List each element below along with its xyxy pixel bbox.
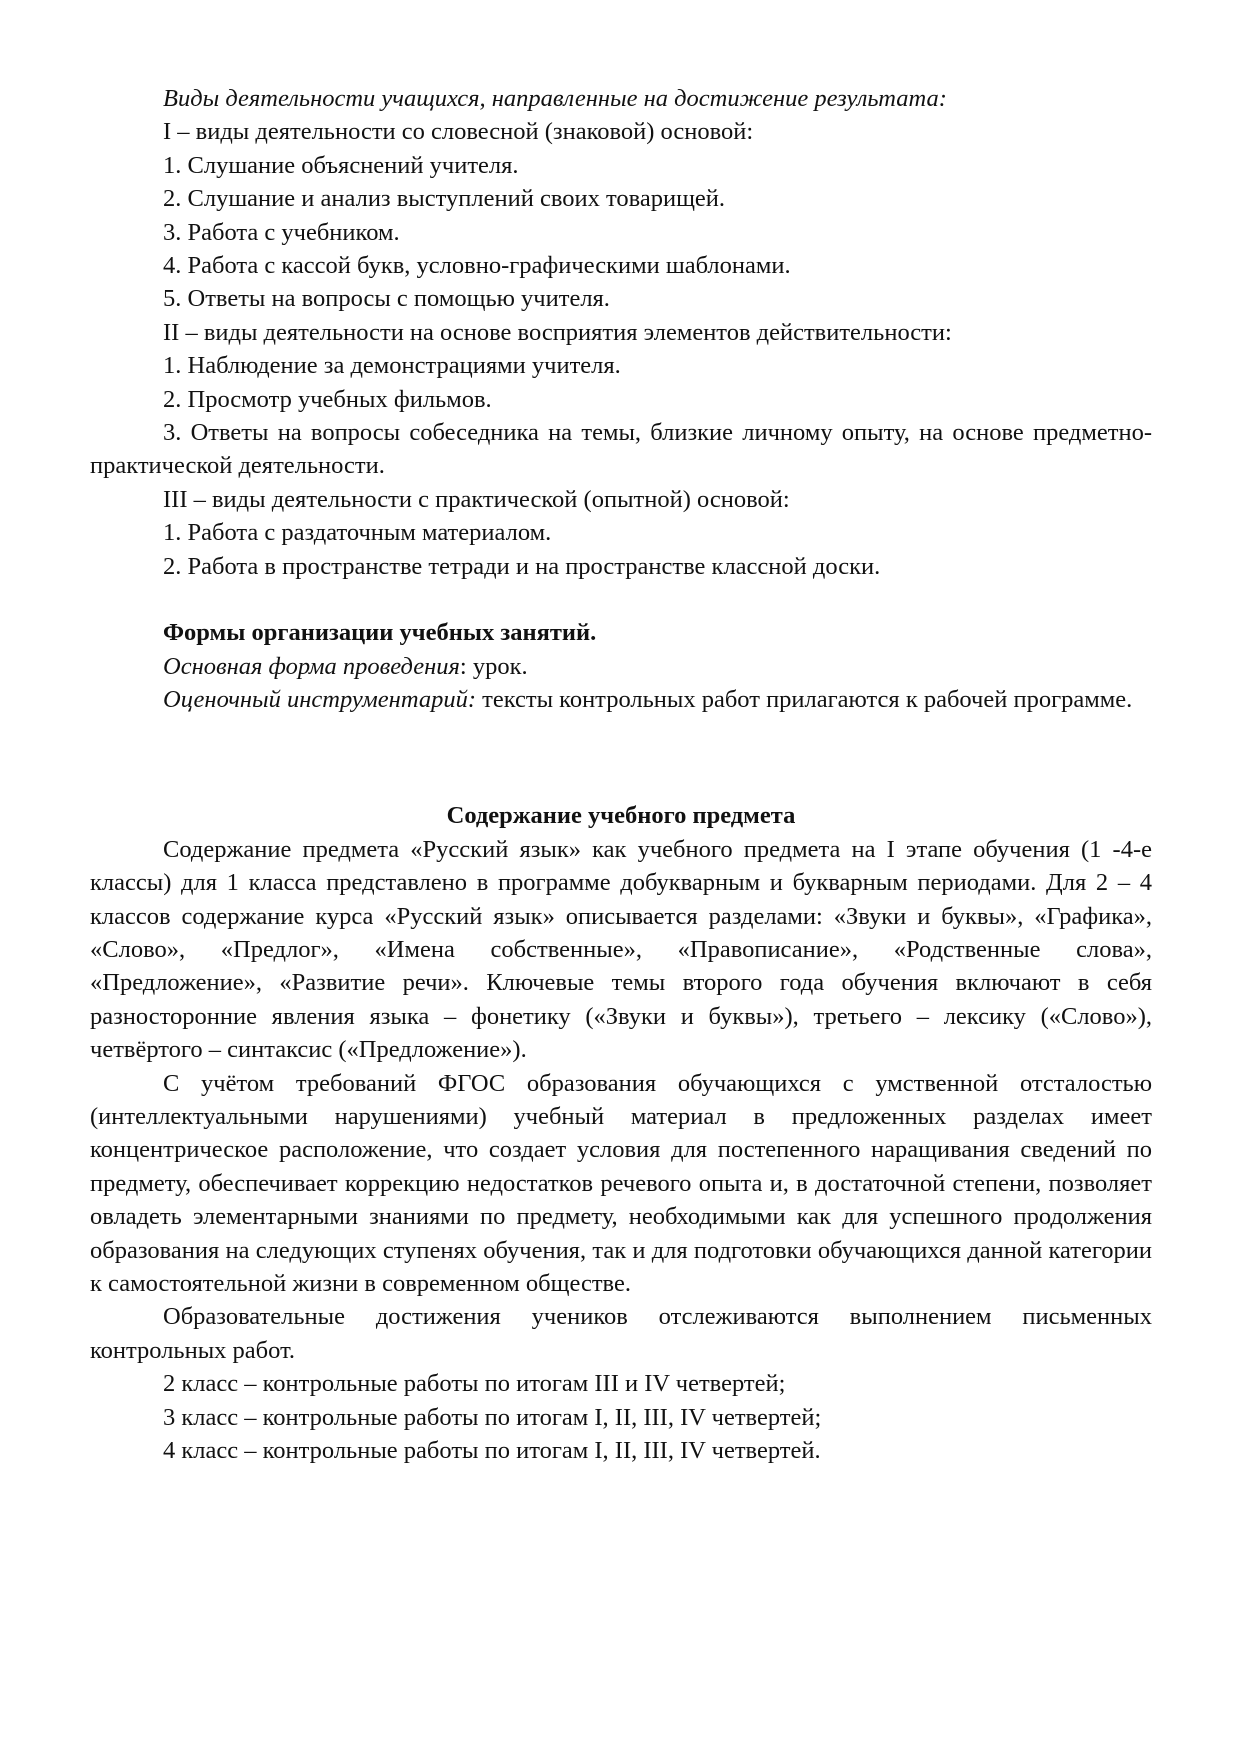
- spacer: [90, 583, 1152, 616]
- main-form-line: [90, 650, 1152, 683]
- main-form-label: Основная форма проведения: [163, 652, 460, 680]
- control-work-item: 2 класс – контрольные работы по итогам III и IV четвертей;: [163, 1370, 786, 1398]
- list-item: 5. Ответы на вопросы с помощью учителя.: [163, 285, 610, 313]
- content-paragraph: Содержание предмета «Русский язык» как учебного предмета на I этапе обучения (1 -4-е классы) для 1 класса представлено в программе добукварным и букварным периодами. Для 2 – 4 классов содержание курса «Русский язык» описывается разделами: «Звуки и буквы», «Графика», «Слово», «Предлог», «Имена собственные», «Правописание», «Родственные слова», «Предложение», «Развитие речи». Ключевые темы второго года обучения включают в себя разносторонние явления языка – фонетику («Звуки и буквы»), третьего – лексику («Слово»), четвёртого – синтаксис («Предложение»).: [90, 835, 1152, 1064]
- activity-group-3-title: III – виды деятельности с практической (опытной) основой:: [163, 485, 790, 513]
- content-paragraph: С учётом требований ФГОС образования обучающихся с умственной отсталостью (интеллектуальными нарушениями) учебный материал в предложенных разделах имеет концентрическое расположение, что создает условия для постепенного наращивания сведений по предмету, обеспечивает коррекцию недостатков речевого опыта и, в достаточной степени, позволяет овладеть элементарными знаниями по предмету, необходимыми как для успешного продолжения образования на следующих ступенях обучения, так и для подготовки обучающихся данной категории к самостоятельной жизни в современном обществе.: [90, 1069, 1152, 1297]
- content-paragraph: Образовательные достижения учеников отслеживаются выполнением письменных контрольных работ.: [90, 1303, 1152, 1364]
- list-item: 3. Ответы на вопросы собеседника на темы, близкие личному опыту, на основе предметно-практической деятельности.: [90, 419, 1152, 480]
- assessment-paragraph: [90, 683, 1152, 716]
- control-work-item: 3 класс – контрольные работы по итогам I, II, III, IV четвертей;: [163, 1403, 822, 1431]
- document-page: [90, 82, 1152, 1467]
- list-item: 4. Работа с кассой букв, условно-графическими шаблонами.: [163, 252, 791, 280]
- main-form-value: : урок.: [459, 652, 528, 680]
- list-item: 1. Слушание объяснений учителя.: [163, 151, 519, 179]
- list-item: 2. Работа в пространстве тетради и на пространстве классной доски.: [163, 552, 881, 580]
- list-item: 2. Слушание и анализ выступлений своих товарищей.: [163, 185, 726, 213]
- assessment-value: тексты контрольных работ прилагаются к рабочей программе.: [476, 685, 1133, 713]
- list-item: 1. Работа с раздаточным материалом.: [163, 519, 552, 547]
- spacer: [90, 716, 1152, 799]
- activity-group-1-title: I – виды деятельности со словесной (знаковой) основой:: [163, 118, 754, 146]
- list-item: 2. Просмотр учебных фильмов.: [163, 385, 492, 413]
- activities-heading: Виды деятельности учащихся, направленные на достижение результата:: [163, 85, 947, 112]
- assessment-label: Оценочный инструментарий:: [163, 685, 476, 713]
- list-item: 3. Работа с учебником.: [163, 218, 400, 246]
- control-work-item: 4 класс – контрольные работы по итогам I, II, III, IV четвертей.: [163, 1437, 821, 1465]
- list-item: 1. Наблюдение за демонстрациями учителя.: [163, 352, 621, 380]
- activity-group-2-title: II – виды деятельности на основе восприятия элементов действительности:: [163, 318, 952, 346]
- forms-heading: Формы организации учебных занятий.: [163, 619, 597, 647]
- content-heading: Содержание учебного предмета: [446, 802, 796, 830]
